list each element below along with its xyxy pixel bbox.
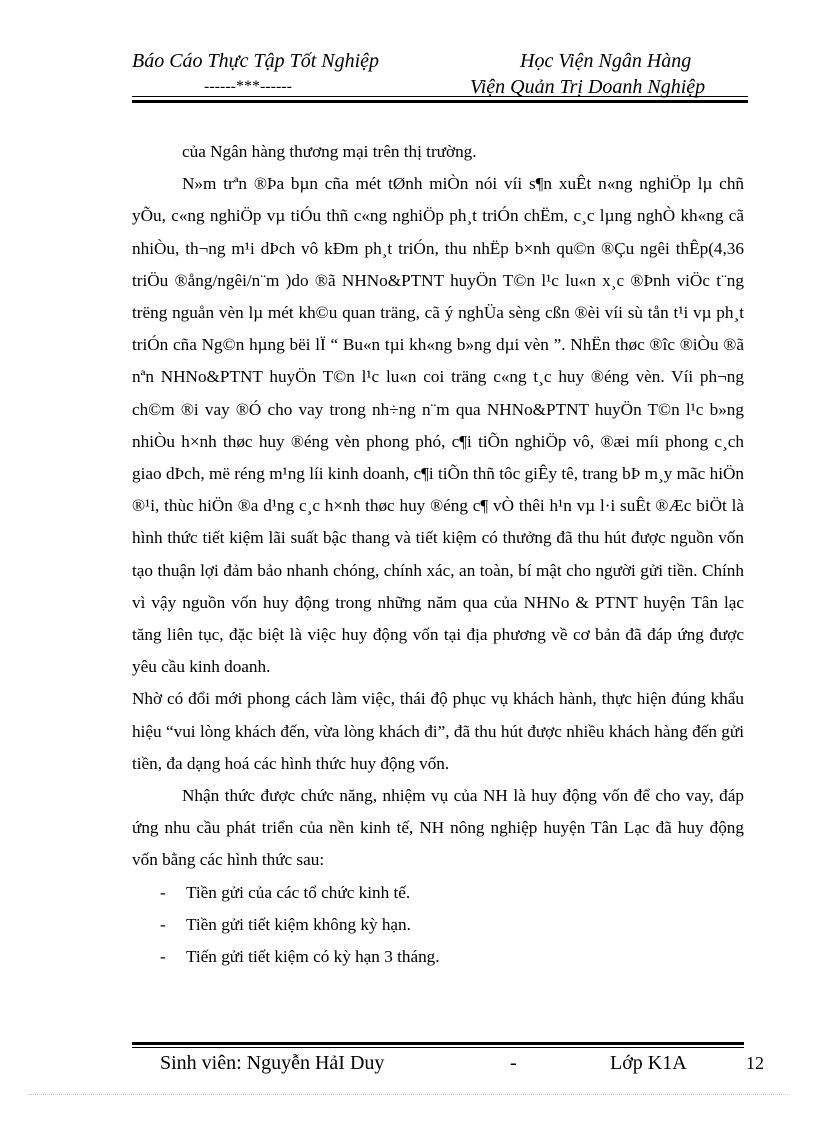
list-item-text: Tiền gửi tiết kiệm không kỳ hạn. (186, 914, 411, 934)
list-marker: - (160, 947, 166, 967)
list-item-text: Tiến gửi tiết kiệm có kỳ hạn 3 tháng. (186, 947, 440, 967)
paragraph-continuation: của Ngân hàng thương mại trên thị trường. (182, 142, 477, 161)
page-bottom-dotted-line (28, 1094, 788, 1095)
footer-student-name: Sinh viên: Nguyễn HảI Duy (160, 1052, 385, 1074)
institution-department: Viện Quản Trị Doanh Nghiệp (470, 76, 706, 98)
list-marker: - (160, 882, 166, 902)
list-item (132, 877, 744, 909)
header-rule-thin (132, 96, 748, 97)
paragraph-capital-mobilization: N»m trªn ®Þa bµn cña mét tØnh miÒn nói víi s¶n xuÊt n«ng nghiÖp lµ chñ yÕu, c«ng nghiÖp vµ tiÓu thñ c«ng nghiÖp ph¸t triÓn chËm, c¸c lµng nghÒ kh«ng cã nhiÒu, th¬ng m¹i dÞch vô kÐm ph¸t triÓn, thu nhËp b×nh qu©n ®Çu ngêi thÊp(4,36 triÖu ®ång/ngêi/n¨m )do ®ã NHNo&PTNT huyÖn T©n l¹c lu«n x¸c ®Þnh viÖc t¨ng trëng nguån vèn lµ mét kh©u quan träng, cã ý nghÜa sèng cßn ®èi víi sù tån t¹i vµ ph¸t triÓn cña Ng©n hµng bëi lÏ “ Bu«n tµi kh«ng b»ng dµi vèn ”. NhËn thøc ®îc ®iÒu ®ã nªn NHNo&PTNT huyÖn T©n l¹c lu«n coi träng c«ng t¸c huy ®éng vèn. Víi ph¬ng ch©m ®i vay ®Ó cho vay trong nh÷ng n¨m qua NHNo&PTNT huyÖn T©n l¹c b»ng nhiÒu h×nh thøc huy ®éng vèn phong phó, c¶i tiÕn nghiÖp vô, ®æi míi phong c¸ch giao dÞch, më réng m¹ng líi kinh doanh, c¶i tiÕn thñ tôc giÊy tê, trang bÞ m¸y mãc hiÖn ®¹i, thùc hiÖn ®a d¹ng c¸c h×nh thøc huy ®éng c¶ vÒ thêi h¹n vµ l·i suÊt ®Æc biÖt là hình thức tiết kiệm lãi suất bậc thang và tiết kiệm có thưởng đã thu hút được nguồn vốn tạo thuận lợi đảm bảo nhanh chóng, chính xác, an toàn, bí mật cho người gửi tiền. Chính vì vậy nguồn vốn huy động trong những năm qua của NHNo & PTNT huyện Tân lạc tăng liên tục, đặc biệt là việc huy động vốn tại địa phương về cơ bản đã đáp ứng được yêu cầu kinh doanh. (132, 174, 744, 677)
list-marker: - (160, 914, 166, 934)
page-number: 12 (746, 1053, 764, 1073)
institution-name: Học Viện Ngân Hàng (520, 50, 692, 72)
list-item-text: Tiền gửi của các tổ chức kinh tế. (186, 882, 411, 902)
header-right (470, 48, 760, 100)
list-item (132, 909, 744, 941)
footer-separator: - (510, 1052, 517, 1074)
list-item (132, 941, 744, 973)
footer-class: Lớp K1A (610, 1052, 687, 1074)
header-left (132, 48, 422, 100)
report-title: Báo Cáo Thực Tập Tốt Nghiệp (132, 50, 380, 72)
document-body (132, 136, 744, 973)
paragraph-service-attitude: Nhờ có đổi mới phong cách làm việc, thái độ phục vụ khách hành, thực hiện đúng khẩu hiệu “vui lòng khách đến, vừa lòng khách đi”, đã thu hút được nhiều khách hàng đến gửi tiền, đa dạng hoá các hình thức huy động vốn. (132, 689, 744, 773)
header-ornament: ------***------ (204, 78, 292, 95)
footer-rule-thick (132, 1042, 744, 1045)
footer-rule-thin (132, 1047, 744, 1048)
paragraph-forms-intro: Nhận thức được chức năng, nhiệm vụ của NH là huy động vốn để cho vay, đáp ứng nhu cầu phát triển của nền kinh tế, NH nông nghiệp huyện Tân Lạc đã huy động vốn bằng các hình thức sau: (132, 786, 744, 870)
header-rule-thick (132, 100, 748, 103)
